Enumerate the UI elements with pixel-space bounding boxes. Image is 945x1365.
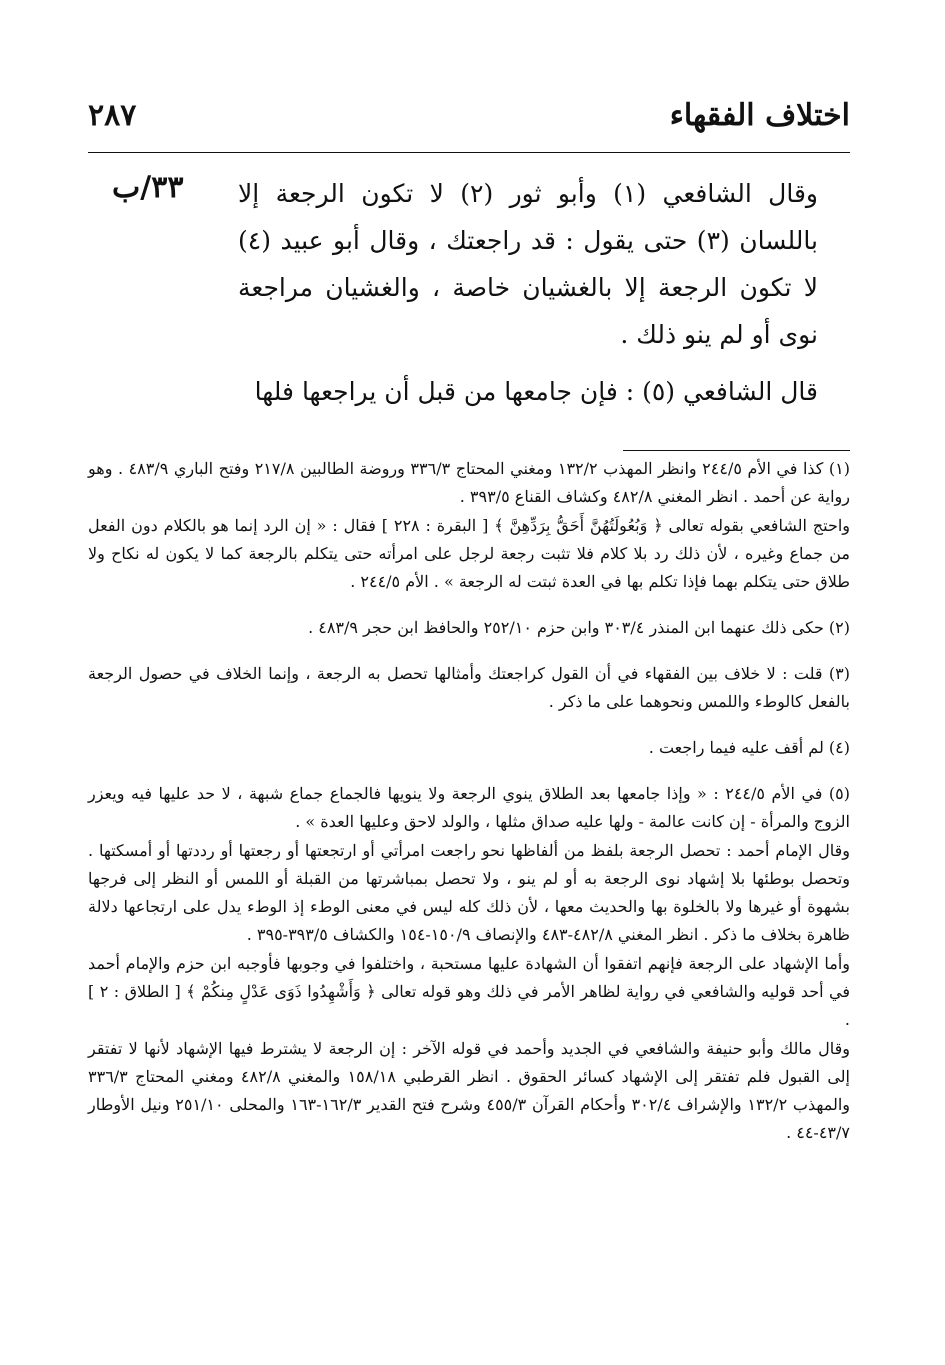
footnote-paragraph: وقال مالك وأبو حنيفة والشافعي في الجديد وأحمد في قوله الآخر : إن الرجعة لا يشترط فيها الإشهاد لأنها لا تفتقر إلى القبول فلم تفتقر إلى الإشهاد كسائر الحقوق . انظر القرطبي ١٥٨/١٨ والمغني ٤٨٢/٨ ومغني المحتاج ٣٣٦/٣ والمهذب ١٣٢/٢ والإشراف ٣٠٢/٤ وأحكام القرآن ٤٥٥/٣ وشرح فتح القدير ١٦٢/٣-١٦٣ والمحلى ٢٥١/١٠ ونيل الأوطار ٤٣/٧-٤٤ . bbox=[88, 1039, 851, 1142]
footnote-1 bbox=[88, 455, 850, 596]
main-paragraph: وقال الشافعي (١) وأبو ثور (٢) لا تكون الرجعة إلا باللسان (٣) حتى يقول : قد راجعتك ، وقال أبو عبيد (٤) لا تكون الرجعة إلا بالغشيان خاصة ، والغشيان مراجعة نوى أو لم ينو ذلك . bbox=[238, 179, 818, 349]
footnote-paragraph: (٢) حكى ذلك عنهما ابن المنذر ٣٠٣/٤ وابن حزم ٢٥٢/١٠ والحافظ ابن حجر ٤٨٣/٩ . bbox=[308, 618, 850, 637]
footnote-paragraph: (١) كذا في الأم ٢٤٤/٥ وانظر المهذب ١٣٢/٢ ومغني المحتاج ٣٣٦/٣ وروضة الطالبين ٢١٧/٨ وفتح الباري ٤٨٣/٩ . وهو رواية عن أحمد . انظر المغني ٤٨٢/٨ وكشاف القناع ٣٩٣/٥ . bbox=[88, 459, 851, 506]
page-header bbox=[88, 98, 850, 148]
footnote-3 bbox=[88, 660, 850, 716]
footnote-5 bbox=[88, 780, 850, 1147]
footnote-paragraph: (٣) قلت : لا خلاف بين الفقهاء في أن القول كراجعتك وأمثالها تحصل به الرجعة ، وإنما الخلاف في حصول الرجعة بالفعل كالوطء واللمس ونحوهما على ما ذكر . bbox=[88, 664, 851, 711]
footnote-paragraph: وقال الإمام أحمد : تحصل الرجعة بلفظ من ألفاظها نحو راجعت امرأتي أو ارتجعتها أو رجعتها أو رددتها أو أمسكتها . وتحصل بوطئها بلا إشهاد نوى الرجعة به أو لم ينو ، ولا تحصل بمباشرتها من القبلة أو اللمس أو النظر إلى فرجها بشهوة أو غيرها ولا بالخلوة بها والحديث معها ، لأن ذلك كله ليس في معنى الوطء إذ الوطء يدل على ارتجاعها دلالة ظاهرة بخلاف ما ذكر . انظر المغني ٤٨٢/٨-٤٨٣ والإنصاف ١٥٠/٩-١٥٤ والكشاف ٣٩٣/٥-٣٩٥ . bbox=[88, 841, 850, 944]
manuscript-folio-marker: ٣٣/ب bbox=[112, 170, 184, 205]
header-rule bbox=[88, 152, 850, 153]
running-title: اختلاف الفقهاء bbox=[669, 98, 850, 133]
footnote-4 bbox=[88, 734, 850, 762]
footnotes bbox=[88, 455, 850, 1165]
main-text bbox=[238, 170, 818, 415]
footnote-2 bbox=[88, 614, 850, 642]
footnote-paragraph: (٤) لم أقف عليه فيما راجعت . bbox=[648, 738, 850, 757]
footnote-paragraph: وأما الإشهاد على الرجعة فإنهم اتفقوا أن الشهادة عليها مستحبة ، واختلفوا في وجوبها فأوجبه ابن حزم والإمام أحمد في أحد قوليه والشافعي في رواية لظاهر الأمر في ذلك وهو قوله تعالى ﴿ وَأَشْهِدُوا ذَوَى عَدْلٍ مِنكُمْ ﴾ [ الطلاق : ٢ ] . bbox=[88, 954, 851, 1029]
page-number: ٢٨٧ bbox=[88, 98, 137, 133]
footnote-paragraph: (٥) في الأم ٢٤٤/٥ : « وإذا جامعها بعد الطلاق ينوي الرجعة ولا ينويها فالجماع جماع شبهة ، لا حد عليها فيه ويعزر الزوج والمرأة - إن كانت عالمة - ولها عليه صداق مثلها ، والولد لاحق وعليها العدة » . bbox=[88, 784, 851, 831]
footnote-separator bbox=[623, 450, 850, 451]
main-paragraph: قال الشافعي (٥) : فإن جامعها من قبل أن يراجعها فلها bbox=[254, 377, 818, 406]
footnote-paragraph: واحتج الشافعي بقوله تعالى ﴿ وَبُعُولَتُهُنَّ أَحَقُّ بِرَدِّهِنَّ ﴾ [ البقرة : ٢٢٨ ] فقال : « إن الرد إنما هو بالكلام دون الفعل من جماع وغيره ، لأن ذلك رد بلا كلام فلا تثبت رجعة لرجل على امرأته حتى يتكلم بالرجعة كما لا يكون له نكاح ولا طلاق حتى يتكلم بهما فإذا تكلم بها في العدة ثبتت له الرجعة » . الأم ٢٤٤/٥ . bbox=[88, 516, 851, 591]
